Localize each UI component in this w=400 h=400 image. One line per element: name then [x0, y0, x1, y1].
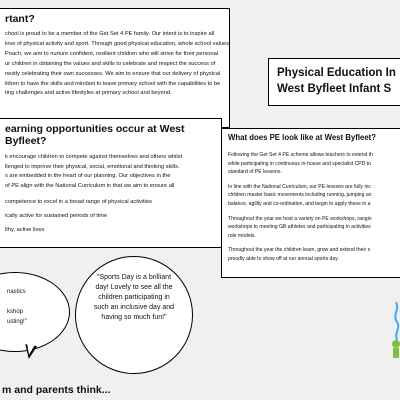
title-line-1: Physical Education In — [277, 67, 396, 79]
look-paragraph — [228, 215, 400, 241]
learn-heading: earning opportunities occur at West Byfleet? — [5, 123, 185, 147]
why-line: ting challenges and active lifestyles at primary school and beyond. — [5, 90, 172, 97]
quote-line: having so much fun!" — [101, 314, 167, 321]
quote-line: day! Lovely to see all the — [95, 284, 173, 291]
why-line: ur children in obtaining the values and skills to celebrate and respect the success of — [5, 60, 216, 67]
learn-aim-item: competence to excel in a broad range of physical activities — [5, 198, 153, 205]
look-line: while participating in continuous in-house and specialist CPD to — [228, 160, 371, 167]
learn-aims-list — [5, 198, 215, 234]
look-line: balance, agility and co-ordination, and begin to apply these in a — [228, 200, 371, 207]
look-line: Throughout the year we host a variety on PE workshops, rangin — [228, 215, 372, 222]
title-line-2: West Byfleet Infant S — [277, 83, 392, 95]
bubble-left-line: nastics — [7, 289, 26, 295]
look-line: children master basic movements including running, jumping an — [228, 192, 372, 199]
speech-bubble-quote — [75, 256, 193, 374]
look-line: Throughout the year the children learn, grow and extend their s — [228, 247, 371, 254]
bubble-left-line: kshop — [7, 309, 24, 315]
why-line: love of physical activity and sport. Through good physical education, whole school values — [5, 40, 230, 47]
bubble-left-text — [7, 287, 27, 327]
why-heading: rtant? — [5, 13, 35, 25]
why-line: ildren to have the skills and mindset to leave primary school with the capabilities to be — [5, 80, 221, 87]
look-line: standard of PE lessons. — [228, 169, 282, 176]
quote-text — [76, 273, 192, 323]
bubble-left-line: usting!" — [7, 319, 27, 325]
learn-aim-item: lthy, active lives — [5, 226, 45, 233]
quote-line: children participating in — [98, 294, 170, 301]
parents-feedback-heading: m and parents think... — [2, 384, 111, 396]
quote-line: such an inclusive day and — [93, 304, 175, 311]
decorative-figure-icon — [388, 300, 400, 360]
look-paragraph — [228, 183, 400, 209]
look-line: workshops to meeting GB athletes and participating in activities — [228, 224, 371, 231]
speech-bubble-left — [0, 272, 70, 352]
learn-line: llenged to improve their physical, social, emotional and thinking skills. — [5, 163, 180, 170]
quote-line: "Sports Day is a brilliant — [96, 274, 172, 281]
bubble-left-line — [7, 297, 27, 307]
why-text — [5, 30, 230, 99]
why-line: chool is proud to be a member of the Get Set 4 PE family. Our intent is to inspire all — [5, 31, 215, 37]
look-paragraph — [228, 151, 400, 177]
why-line: nestly celebrating their own successes. We aim to ensure that our delivery of physical — [5, 70, 221, 77]
look-line: In line with the National Curriculum, our PE lessons are fully inc — [228, 183, 371, 190]
learn-aim-item: ically active for sustained periods of time — [5, 212, 108, 219]
learn-line: s are embedded in the heart of our planning. Our objectives in the — [5, 173, 171, 180]
pe-look-like-box — [221, 128, 400, 278]
look-line: proudly able to show off at our annual sports day. — [228, 255, 339, 262]
look-heading: What does PE look like at West Byfleet? — [228, 133, 377, 142]
why-line: Poach, we aim to nurture confident, resilient children who will strive for their personal — [5, 50, 219, 57]
document-title-box — [268, 58, 400, 106]
learning-opportunities-box — [0, 118, 222, 248]
look-line: role models. — [228, 232, 256, 239]
why-pe-important-box — [0, 8, 230, 128]
learn-line: k encourage children to compete against themselves and others whilst — [5, 154, 183, 160]
learn-text — [5, 153, 215, 192]
look-paragraph — [228, 246, 400, 263]
learn-line: of PE align with the National Curriculum in that we aim to ensure all — [5, 183, 175, 190]
look-line: Following the Get Set 4 PE scheme allows teachers to extend th — [228, 152, 373, 158]
